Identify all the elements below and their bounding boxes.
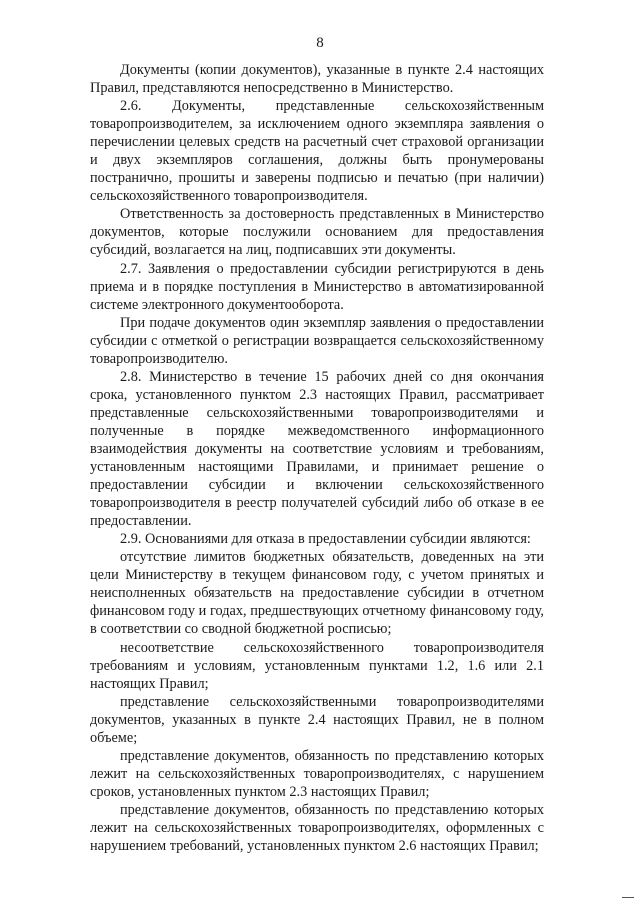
paragraph-2-6: 2.6. Документы, представленные сельскохозяйственным товаропроизводителем, за исключением одного экземпляра заявления о перечислении целевых средств на расчетный счет страховой организации и двух экземпляров соглашения, должны быть пронумерованы постранично, прошиты и заверены подписью и печатью (при наличии) сельскохозяйственного товаропроизводителя. xyxy=(90,98,544,205)
page-number: 8 xyxy=(316,35,324,51)
paragraph-responsibility: Ответственность за достоверность представленных в Министерство документов, которые послужили основанием для предоставления субсидий, возлагается на лиц, подписавших эти документы. xyxy=(90,206,544,259)
scan-edge-mark xyxy=(622,897,634,898)
paragraph-documents-submission: Документы (копии документов), указанные в пункте 2.4 настоящих Правил, представляются непосредственно в Министерство. xyxy=(90,62,544,97)
paragraph-refusal-limits: отсутствие лимитов бюджетных обязательств, доведенных на эти цели Министерству в текущем финансовом году, с учетом принятых и неисполненных обязательств на предоставление субсидии в отчетном финансовом году и годах, предшествующих отчетному финансовому году, в соответствии со сводной бюджетной росписью; xyxy=(90,549,544,638)
paragraph-refusal-incomplete: представление сельскохозяйственными товаропроизводителями документов, указанных в пункте 2.4 настоящих Правил, не в полном объеме; xyxy=(90,693,544,746)
paragraph-registration-copy: При подаче документов один экземпляр заявления о предоставлении субсидии с отметкой о регистрации возвращается сельскохозяйственному товаропроизводителю. xyxy=(90,314,544,367)
paragraph-2-8: 2.8. Министерство в течение 15 рабочих дней со дня окончания срока, установленного пунктом 2.3 настоящих Правил, рассматривает представленные сельскохозяйственными товаропроизводителями и полученные в порядке межведомственного информационного взаимодействия документы на соответствие условиям и требованиям, установленным настоящими Правилами, и принимает решение о предоставлении субсидии и включении сельскохозяйственного товаропроизводителя в реестр получателей субсидий либо об отказе в ее предоставлении. xyxy=(90,368,544,530)
document-body xyxy=(90,61,544,855)
paragraph-2-7: 2.7. Заявления о предоставлении субсидии регистрируются в день приема и в порядке поступления в Министерство в автоматизированной системе электронного документооборота. xyxy=(90,260,544,313)
paragraph-refusal-nonconformity: несоответствие сельскохозяйственного товаропроизводителя требованиям и условиям, установленным пунктами 1.2, 1.6 или 2.1 настоящих Правил; xyxy=(90,639,544,692)
paragraph-2-9: 2.9. Основаниями для отказа в предоставлении субсидии являются: xyxy=(120,531,531,548)
paragraph-refusal-formatting: представление документов, обязанность по представлению которых лежит на сельскохозяйственных товаропроизводителях, оформленных с нарушением требований, установленных пунктом 2.6 настоящих Правил; xyxy=(90,801,544,855)
paragraph-refusal-deadline: представление документов, обязанность по представлению которых лежит на сельскохозяйственных товаропроизводителях, с нарушением сроков, установленных пунктом 2.3 настоящих Правил; xyxy=(90,747,544,800)
